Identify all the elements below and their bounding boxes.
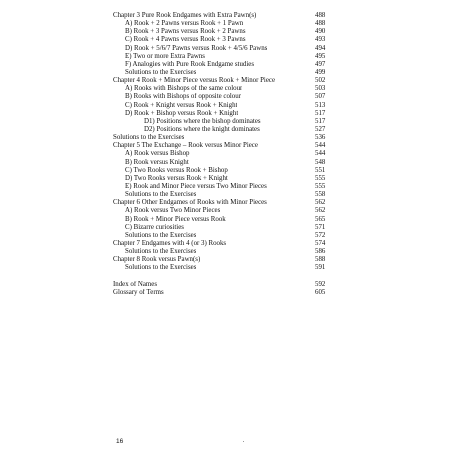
toc-entry [113, 240, 331, 248]
toc-entry-title: F) Analogies with Pure Rook Endgame studies [125, 60, 254, 68]
toc-entry-page: 562 [315, 199, 326, 207]
toc-entry-page: 555 [315, 174, 326, 182]
toc-entry-page: 488 [315, 12, 326, 19]
toc-entry-page: 565 [315, 215, 326, 223]
toc-entry [113, 20, 331, 28]
toc-entry-title: D) Rook + 5/6/7 Pawns versus Rook + 4/5/6 Pawns [125, 44, 268, 52]
toc-entry [113, 159, 331, 167]
toc-entry [113, 134, 331, 142]
toc-entry-title: Chapter 4 Rook + Minor Piece versus Rook + Minor Piece [113, 77, 276, 85]
toc-entry [113, 264, 331, 272]
toc-entry [113, 126, 331, 134]
toc-entry-page: 507 [315, 93, 326, 101]
toc-entry-title: A) Rooks with Bishops of the same colour [125, 85, 243, 93]
toc-entry [113, 216, 331, 224]
toc-entry [113, 93, 331, 101]
toc-entry-title: C) Rook + 4 Pawns versus Rook + 3 Pawns [125, 36, 246, 44]
toc-entry-page: 544 [315, 150, 326, 158]
toc-entry-title: Solutions to the Exercises [125, 68, 197, 76]
toc-entry-title: A) Rook versus Bishop [125, 150, 190, 158]
toc-entry-page: 562 [315, 207, 326, 215]
toc-entry-page: 494 [315, 44, 326, 52]
toc-entry [113, 199, 331, 207]
toc-entry-title: E) Rook and Minor Piece versus Two Minor Pieces [125, 182, 267, 190]
toc-entry [113, 45, 331, 53]
toc-entry [113, 224, 331, 232]
toc-entry-title: B) Rooks with Bishops of opposite colour [125, 93, 241, 101]
toc-entry [113, 53, 331, 61]
toc-entry-page: 517 [315, 117, 326, 125]
toc-entry-page: 544 [315, 142, 326, 150]
toc-entry-page: 517 [315, 109, 326, 117]
toc-entry [113, 142, 331, 150]
toc-entry [113, 69, 331, 77]
toc-entry-title: A) Rook versus Two Minor Pieces [125, 207, 221, 215]
toc-entry [113, 289, 331, 297]
toc-entry [113, 167, 331, 175]
toc-entry-title: Solutions to the Exercises [113, 134, 185, 142]
toc-entry-title: D2) Positions where the knight dominates [144, 125, 260, 133]
toc-entry [113, 110, 331, 118]
toc-entry-title: Solutions to the Exercises [125, 248, 197, 256]
toc-entry-title: Chapter 8 Rook versus Pawn(s) [113, 256, 201, 264]
toc-entry-title: Chapter 7 Endgames with 4 (or 3) Rooks [113, 239, 227, 247]
toc-entry [113, 102, 331, 110]
toc-entry-page: 591 [315, 264, 326, 272]
toc-entry-title: Chapter 5 The Exchange – Rook versus Minor Piece [113, 142, 258, 150]
toc-entry [113, 183, 331, 191]
toc-entry [113, 118, 331, 126]
toc-entry-title: Chapter 3 Pure Rook Endgames with Extra Pawn(s) [113, 12, 257, 19]
toc-entry-page: 592 [315, 280, 326, 288]
toc-entry-title: Chapter 6 Other Endgames of Rooks with Minor Pieces [113, 199, 267, 207]
toc-entry-page: 555 [315, 182, 326, 190]
toc-entry-page: 502 [315, 77, 326, 85]
toc-entry-page: 574 [315, 239, 326, 247]
toc-entry-title: D) Rook + Bishop versus Rook + Knight [125, 109, 239, 117]
toc-entry-page: 490 [315, 28, 326, 36]
toc-entry [113, 77, 331, 85]
toc-entry-title: A) Rook + 2 Pawns versus Rook + 1 Pawn [125, 20, 244, 28]
toc-entry [113, 175, 331, 183]
toc-entry-page: 586 [315, 248, 326, 256]
toc-entry [113, 248, 331, 256]
toc-entry-title: D1) Positions where the bishop dominates [144, 117, 261, 125]
toc-entry-title: Index of Names [113, 280, 158, 288]
toc-entry-page: 503 [315, 85, 326, 93]
toc-entry [113, 150, 331, 158]
toc-entry [113, 36, 331, 44]
toc-entry-page: 493 [315, 36, 326, 44]
toc-entry [113, 232, 331, 240]
toc-entry-page: 588 [315, 256, 326, 264]
toc-entry-page: 558 [315, 191, 326, 199]
toc-entry [113, 256, 331, 264]
toc-entry-page: 513 [315, 101, 326, 109]
toc-entry-title: C) Rook + Knight versus Rook + Knight [125, 101, 238, 109]
toc-entry [113, 281, 331, 289]
toc-entry-title: B) Rook versus Knight [125, 158, 189, 166]
toc-entry-title: Solutions to the Exercises [125, 264, 197, 272]
page-mark [243, 441, 244, 442]
toc-entry [113, 12, 331, 20]
page-number: 16 [116, 438, 124, 445]
toc-entry-page: 497 [315, 60, 326, 68]
toc-entry-page: 495 [315, 52, 326, 60]
toc-entry-page: 536 [315, 134, 326, 142]
toc-entry-page: 571 [315, 223, 326, 231]
toc-entry-page: 605 [315, 288, 326, 296]
toc-entry-title: Solutions to the Exercises [125, 231, 197, 239]
table-of-contents [113, 12, 331, 297]
toc-entry-page: 548 [315, 158, 326, 166]
toc-entry-title: E) Two or more Extra Pawns [125, 52, 205, 60]
toc-entry-page: 499 [315, 68, 326, 76]
toc-entry-title: C) Bizarre curiosities [125, 223, 184, 231]
toc-entry-title: B) Rook + 3 Pawns versus Rook + 2 Pawns [125, 28, 246, 36]
toc-entry [113, 61, 331, 69]
toc-entry-page: 527 [315, 125, 326, 133]
toc-entry-title: Glossary of Terms [113, 288, 164, 296]
toc-entry [113, 191, 331, 199]
toc-entry-page: 551 [315, 166, 326, 174]
toc-entry-title: B) Rook + Minor Piece versus Rook [125, 215, 226, 223]
toc-entry [113, 207, 331, 215]
toc-entry-page: 572 [315, 231, 326, 239]
toc-entry-title: Solutions to the Exercises [125, 191, 197, 199]
toc-spacer [113, 273, 331, 281]
toc-entry [113, 85, 331, 93]
toc-entry [113, 28, 331, 36]
toc-entry-page: 488 [315, 20, 326, 28]
toc-entry-title: C) Two Rooks versus Rook + Bishop [125, 166, 228, 174]
toc-entry-title: D) Two Rooks versus Rook + Knight [125, 174, 228, 182]
